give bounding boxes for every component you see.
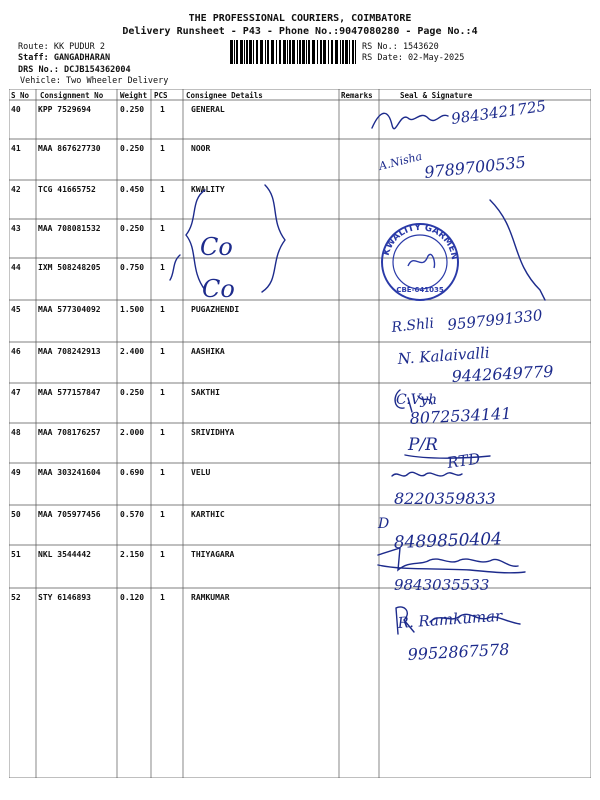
stamp-ring-text: KWALITY GARMENTS — [381, 222, 460, 265]
row-sno: 44 — [11, 263, 21, 272]
row-consignment: MAA 577304092 — [38, 305, 101, 314]
row-consignee: GENERAL — [191, 105, 225, 114]
stamp-city: CBE-641035 — [396, 286, 444, 294]
note-row-44: Co — [202, 275, 235, 303]
drs-number: DRS No.: DCJB154362004 — [18, 65, 131, 75]
row-consignee: AASHIKA — [191, 347, 225, 356]
row-weight: 0.570 — [120, 510, 145, 519]
row-sno: 52 — [11, 593, 21, 602]
phone-row-49: 8220359833 — [394, 489, 496, 508]
name-row-46: N. Kalaivalli — [397, 343, 491, 368]
row-consignment: KPP 7529694 — [38, 105, 91, 114]
rs-date: RS Date: 02-May-2025 — [362, 53, 465, 63]
row-sno: 50 — [11, 510, 21, 519]
row-weight: 0.250 — [120, 224, 145, 233]
brace-middle — [262, 185, 285, 292]
row-sno: 40 — [11, 105, 21, 114]
col-consignment: Consignment No — [40, 91, 104, 100]
phone-row-47: 8072534141 — [409, 403, 512, 428]
row-sno: 41 — [11, 144, 21, 153]
row-weight: 0.690 — [120, 468, 145, 477]
row-consignee: KWALITY — [191, 185, 225, 194]
row-consignment: MAA 705977456 — [38, 510, 101, 519]
route-label: Route: KK PUDUR 2 — [18, 42, 105, 52]
row-consignee: SAKTHI — [191, 388, 220, 397]
col-weight: Weight — [120, 91, 148, 100]
row-sno: 43 — [11, 224, 21, 233]
col-seal: Seal & Signature — [400, 91, 473, 100]
row-sno: 46 — [11, 347, 21, 356]
row-consignee: RAMKUMAR — [191, 593, 230, 602]
row-sno: 51 — [11, 550, 21, 559]
row-weight: 1.500 — [120, 305, 145, 314]
row-pcs: 1 — [160, 428, 165, 437]
staff-label: Staff: GANGADHARAN — [18, 53, 111, 63]
row-weight: 2.150 — [120, 550, 145, 559]
phone-row-41: 9789700535 — [423, 152, 527, 182]
row-pcs: 1 — [160, 347, 165, 356]
row-weight: 2.000 — [120, 428, 145, 437]
row-consignment: IXM 508248205 — [38, 263, 101, 272]
row-consignment: TCG 41665752 — [38, 185, 96, 194]
phone-row-46: 9442649779 — [451, 361, 554, 386]
phone-row-50: 8489850404 — [393, 529, 503, 553]
col-pcs: PCS — [154, 91, 168, 100]
row-sno: 42 — [11, 185, 21, 194]
row-consignment: MAA 708242913 — [38, 347, 101, 356]
row-weight: 0.250 — [120, 105, 145, 114]
row-consignee: PUGAZHENDI — [191, 305, 240, 314]
row-sno: 47 — [11, 388, 21, 397]
row-consignment: NKL 3544442 — [38, 550, 91, 559]
row-weight: 2.400 — [120, 347, 145, 356]
name-row-52: R. Ramkumar — [397, 606, 503, 632]
row-consignment: STY 6146893 — [38, 593, 91, 602]
col-sno: S No — [11, 91, 30, 100]
row-pcs: 1 — [160, 224, 165, 233]
rs-number: RS No.: 1543620 — [362, 42, 439, 52]
row-consignee: KARTHIC — [191, 510, 225, 519]
col-consignee: Consignee Details — [186, 91, 263, 100]
row-pcs: 1 — [160, 144, 165, 153]
row-pcs: 1 — [160, 593, 165, 602]
signature-row-49 — [392, 472, 462, 476]
row-pcs: 1 — [160, 185, 165, 194]
row-weight: 0.750 — [120, 263, 145, 272]
name-row-41: A.Nisha — [377, 149, 424, 173]
row-consignment: MAA 577157847 — [38, 388, 101, 397]
note-row-48-b: RTD — [446, 449, 482, 472]
col-remarks: Remarks — [341, 91, 373, 100]
company-title: THE PROFESSIONAL COURIERS, COIMBATORE — [188, 13, 412, 24]
row-pcs: 1 — [160, 305, 165, 314]
row-consignee: VELU — [191, 468, 211, 477]
row-pcs: 1 — [160, 550, 165, 559]
row-consignee: SRIVIDHYA — [191, 428, 235, 437]
row-consignment: MAA 708176257 — [38, 428, 101, 437]
row-sno: 48 — [11, 428, 21, 437]
row-consignee: NOOR — [191, 144, 211, 153]
row-sno: 49 — [11, 468, 21, 477]
row-sno: 45 — [11, 305, 21, 314]
note-row-48-a: P/R — [408, 435, 438, 455]
company-stamp — [382, 223, 459, 300]
name-row-47: C.Vyh — [396, 392, 438, 408]
phone-row-40: 9843421725 — [450, 96, 548, 128]
row-consignment: MAA 867627730 — [38, 144, 101, 153]
row-weight: 0.120 — [120, 593, 145, 602]
signature-row-40 — [372, 113, 448, 128]
row-consignee: THIYAGARA — [191, 550, 235, 559]
row-pcs: 1 — [160, 105, 165, 114]
row-weight: 0.450 — [120, 185, 145, 194]
row-pcs: 1 — [160, 468, 165, 477]
phone-row-51: 9843035533 — [394, 576, 490, 594]
row-pcs: 1 — [160, 388, 165, 397]
row-weight: 0.250 — [120, 144, 145, 153]
runsheet-subtitle: Delivery Runsheet - P43 - Phone No.:9047080280 - Page No.:4 — [122, 26, 478, 37]
name-row-50: D — [378, 516, 390, 532]
row-consignment: MAA 708081532 — [38, 224, 101, 233]
vehicle-label: Vehicle: Two Wheeler Delivery — [20, 76, 169, 86]
phone-row-52: 9952867578 — [407, 639, 510, 664]
row-pcs: 1 — [160, 510, 165, 519]
name-row-45: R.Shli — [390, 315, 435, 336]
phone-row-45: 9597991330 — [446, 306, 544, 334]
note-row-43: Co — [200, 233, 233, 261]
row-consignment: MAA 303241604 — [38, 468, 101, 477]
row-pcs: 1 — [160, 263, 165, 272]
row-weight: 0.250 — [120, 388, 145, 397]
brace-right — [490, 200, 545, 300]
